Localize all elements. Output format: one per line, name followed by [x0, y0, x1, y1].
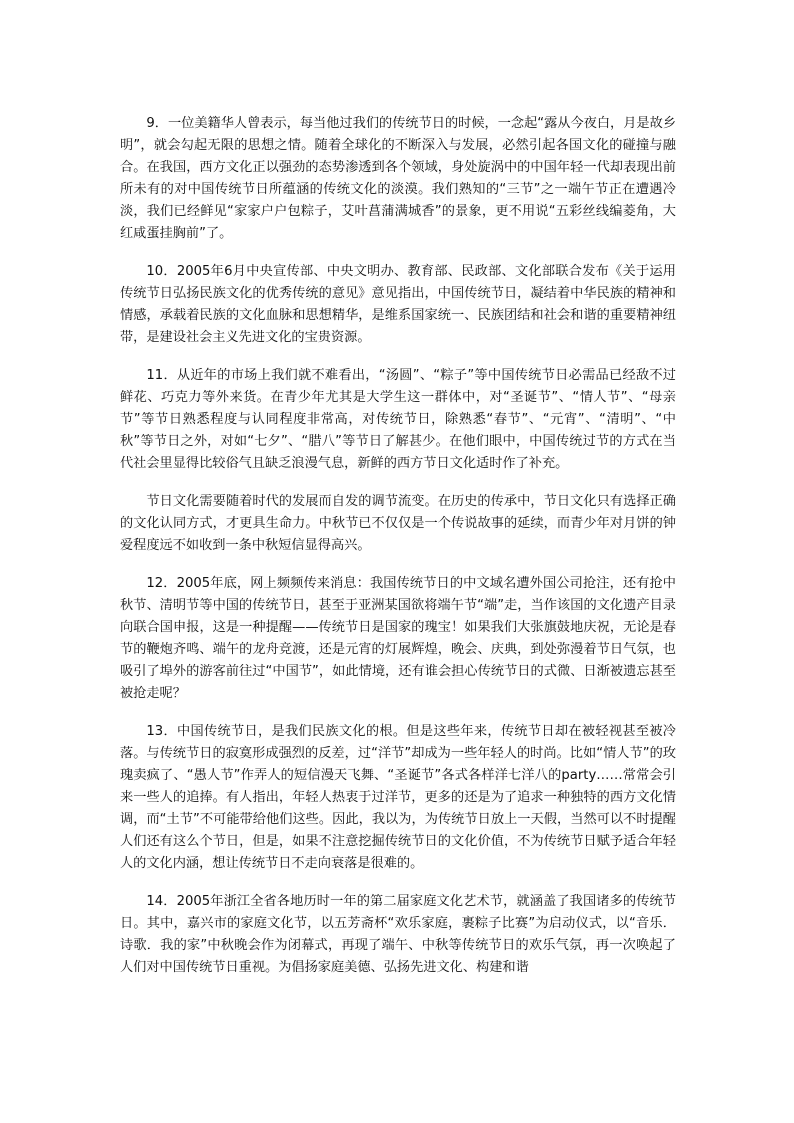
paragraph-13: 13．中国传统节日，是我们民族文化的根。但是这些年来，传统节日却在被轻视甚至被冷落。与传统节日的寂寞形成强烈的反差，过“洋节”却成为一些年轻人的时尚。比如“情人节”的玫瑰卖疯了、“愚人节”作弄人的短信漫天飞舞、“圣诞节”各式各样洋七洋八的party……常常会引来一些人的追捧。有人指出，年轻人热衷于过洋节，更多的还是为了追求一种独特的西方文化情调，而“土节”不可能带给他们这些。因此，我以为，为传统节日放上一天假，当然可以不时提醒人们还有这么个节日，但是，如果不注意挖掘传统节日的文化价值，不为传统节日赋予适合年轻人的文化内涵，想让传统节日不走向衰落是很难的。 — [120, 724, 676, 871]
paragraph-14: 14．2005年浙江全省各地历时一年的第二届家庭文化艺术节，就涵盖了我国诸多的传统节日。其中，嘉兴市的家庭文化节，以五芳斋杯“欢乐家庭，裹粽子比赛”为启动仪式，以“音乐．诗歌．我的家”中秋晚会作为闭幕式，再现了端午、中秋等传统节日的欢乐气氛，再一次唤起了人们对中国传统节日重视。为倡扬家庭美德、弘扬先进文化、构建和谐 — [120, 894, 676, 975]
paragraph-11-continued: 节日文化需要随着时代的发展而自发的调节流变。在历史的传承中，节日文化只有选择正确的文化认同方式，才更具生命力。中秋节已不仅仅是一个传说故事的延续，而青少年对月饼的钟爱程度远不如收到一条中秋短信显得高兴。 — [120, 494, 676, 553]
paragraph-9: 9．一位美籍华人曾表示，每当他过我们的传统节日的时候，一念起“露从今夜白，月是故乡明”，就会勾起无限的思想之情。随着全球化的不断深入与发展，必然引起各国文化的碰撞与融合。在我国，西方文化正以强劲的态势渗透到各个领域，身处旋涡中的中国年轻一代却表现出前所未有的对中国传统节日所蕴涵的传统文化的淡漠。我们熟知的“三节”之一端午节正在遭遇冷淡，我们已经鲜见“家家户户包粽子，艾叶菖蒲满城香”的景象，更不用说“五彩丝线编菱角，大红咸蛋挂胸前”了。 — [120, 116, 676, 241]
paragraph-11: 11．从近年的市场上我们就不难看出，“汤圆”、“粽子”等中国传统节日必需品已经敌不过鲜花、巧克力等外来货。在青少年尤其是大学生这一群体中，对“圣诞节”、“情人节”、“母亲节”等节日熟悉程度与认同程度非常高，对传统节日，除熟悉“春节”、“元宵”、“清明”、“中秋”等节日之外，对如“七夕”、“腊八”等节日了解甚少。在他们眼中，中国传统过节的方式在当代社会里显得比较俗气且缺乏浪漫气息，新鲜的西方节日文化适时作了补充。 — [120, 368, 676, 471]
paragraph-10: 10．2005年6月中央宣传部、中央文明办、教育部、民政部、文化部联合发布《关于运用传统节日弘扬民族文化的优秀传统的意见》意见指出，中国传统节日，凝结着中华民族的精神和情感，承载着民族的文化血脉和思想精华，是维系国家统一、民族团结和社会和谐的重要精神纽带，是建设社会主义先进文化的宝贵资源。 — [120, 264, 676, 345]
document-body — [120, 113, 676, 995]
paragraph-12: 12．2005年底，网上频频传来消息：我国传统节日的中文域名遭外国公司抢注，还有抢中秋节、清明节等中国的传统节日，甚至于亚洲某国欲将端午节“端”走，当作该国的文化遗产目录向联合国申报，这是一种提醒——传统节日是国家的瑰宝！如果我们大张旗鼓地庆祝，无论是春节的鞭炮齐鸣、端午的龙舟竞渡，还是元宵的灯展辉煌，晚会、庆典，到处弥漫着节日气氛，也吸引了埠外的游客前往过“中国节”，如此情境，还有谁会担心传统节日的式微、日渐被遗忘甚至被抢走呢？ — [120, 576, 676, 701]
